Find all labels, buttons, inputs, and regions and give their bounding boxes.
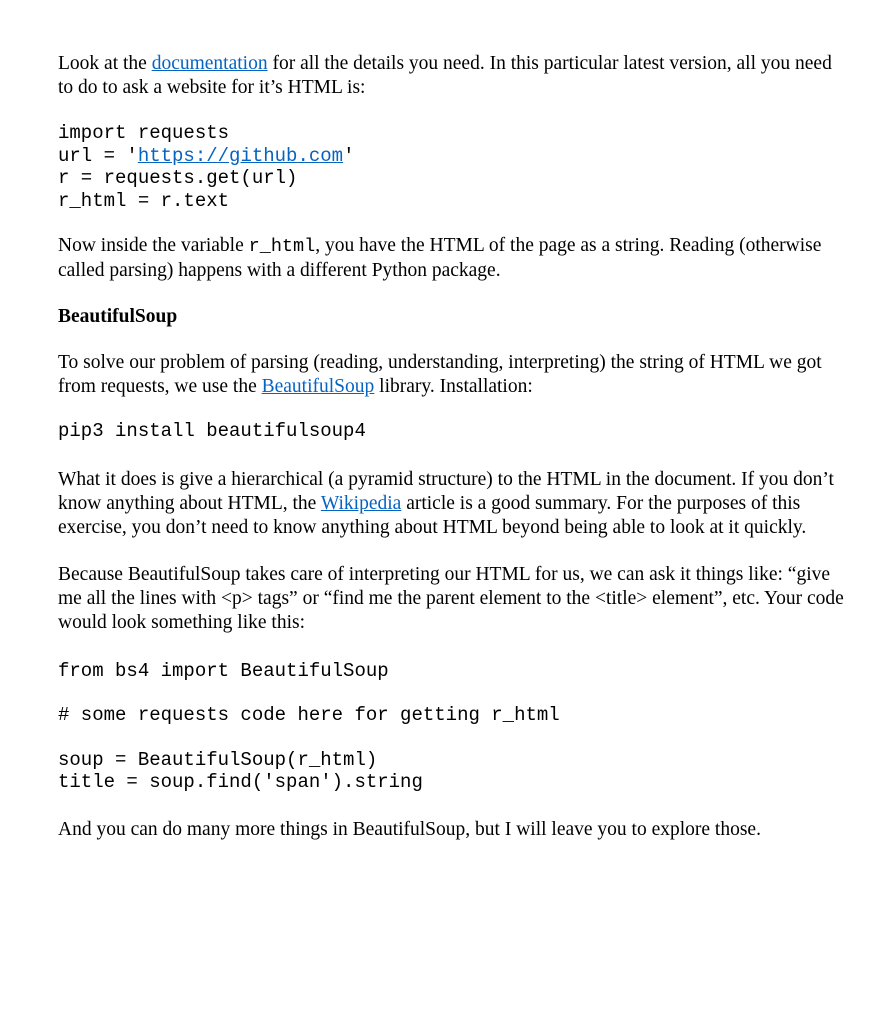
intro-text-before: Look at the xyxy=(58,53,152,74)
code-line: soup = BeautifulSoup(r_html) xyxy=(58,748,378,771)
code-line: import requests xyxy=(58,122,230,144)
solve-text-before: To solve our problem of parsing (reading, understanding, interpreting) the string of HTML we got from requests, we use the xyxy=(58,352,822,397)
code-line: title = soup.find('span').string xyxy=(58,771,423,793)
intro-paragraph xyxy=(58,52,848,100)
code-line xyxy=(58,145,848,168)
github-url-link[interactable]: https://github.com xyxy=(137,144,344,167)
code-line: r_html = r.text xyxy=(58,189,230,212)
solve-paragraph xyxy=(58,351,848,399)
rhtml-text-after: , you have the HTML of the page as a string. Reading (otherwise called parsing) happens with a different Python package. xyxy=(58,235,822,281)
code-text: url = ' xyxy=(58,144,138,167)
requests-code-block xyxy=(58,122,848,212)
what-paragraph xyxy=(58,468,848,540)
soup-code-block xyxy=(58,749,848,794)
final-paragraph: And you can do many more things in BeautifulSoup, but I will leave you to explore those. xyxy=(58,818,761,840)
intro-text-after: for all the details you need. In this particular latest version, all you need to do to ask a website for it’s HTML is: xyxy=(58,53,832,98)
solve-text-after: library. Installation: xyxy=(374,376,533,397)
what-text-before: What it does is give a hierarchical (a pyramid structure) to the HTML in the document. If you don’t know anything about HTML, the xyxy=(58,468,834,514)
documentation-link[interactable]: documentation xyxy=(151,53,268,74)
rhtml-text-before: Now inside the variable xyxy=(58,235,249,256)
what-text-after: article is a good summary. For the purposes of this exercise, you don’t need to know anything about HTML beyond being able to look at it quickly. xyxy=(58,492,807,538)
inline-code-r-html: r_html xyxy=(248,236,316,257)
import-code-line: from bs4 import BeautifulSoup xyxy=(58,659,389,682)
rhtml-paragraph xyxy=(58,234,848,283)
document-page xyxy=(58,52,848,842)
code-line: r = requests.get(url) xyxy=(58,167,298,189)
because-paragraph: Because BeautifulSoup takes care of interpreting our HTML for us, we can ask it things like: “give me all the lines with <p> tags” or “find me the parent element to the <title> element”, etc. Your code would look something like this: xyxy=(58,563,844,633)
wikipedia-link[interactable]: Wikipedia xyxy=(320,492,402,514)
comment-code-line: # some requests code here for getting r_html xyxy=(58,704,560,726)
beautifulsoup-link[interactable]: BeautifulSoup xyxy=(261,376,375,397)
pip-install-command: pip3 install beautifulsoup4 xyxy=(58,420,366,442)
code-text: ' xyxy=(343,144,355,167)
section-heading: BeautifulSoup xyxy=(58,306,178,327)
